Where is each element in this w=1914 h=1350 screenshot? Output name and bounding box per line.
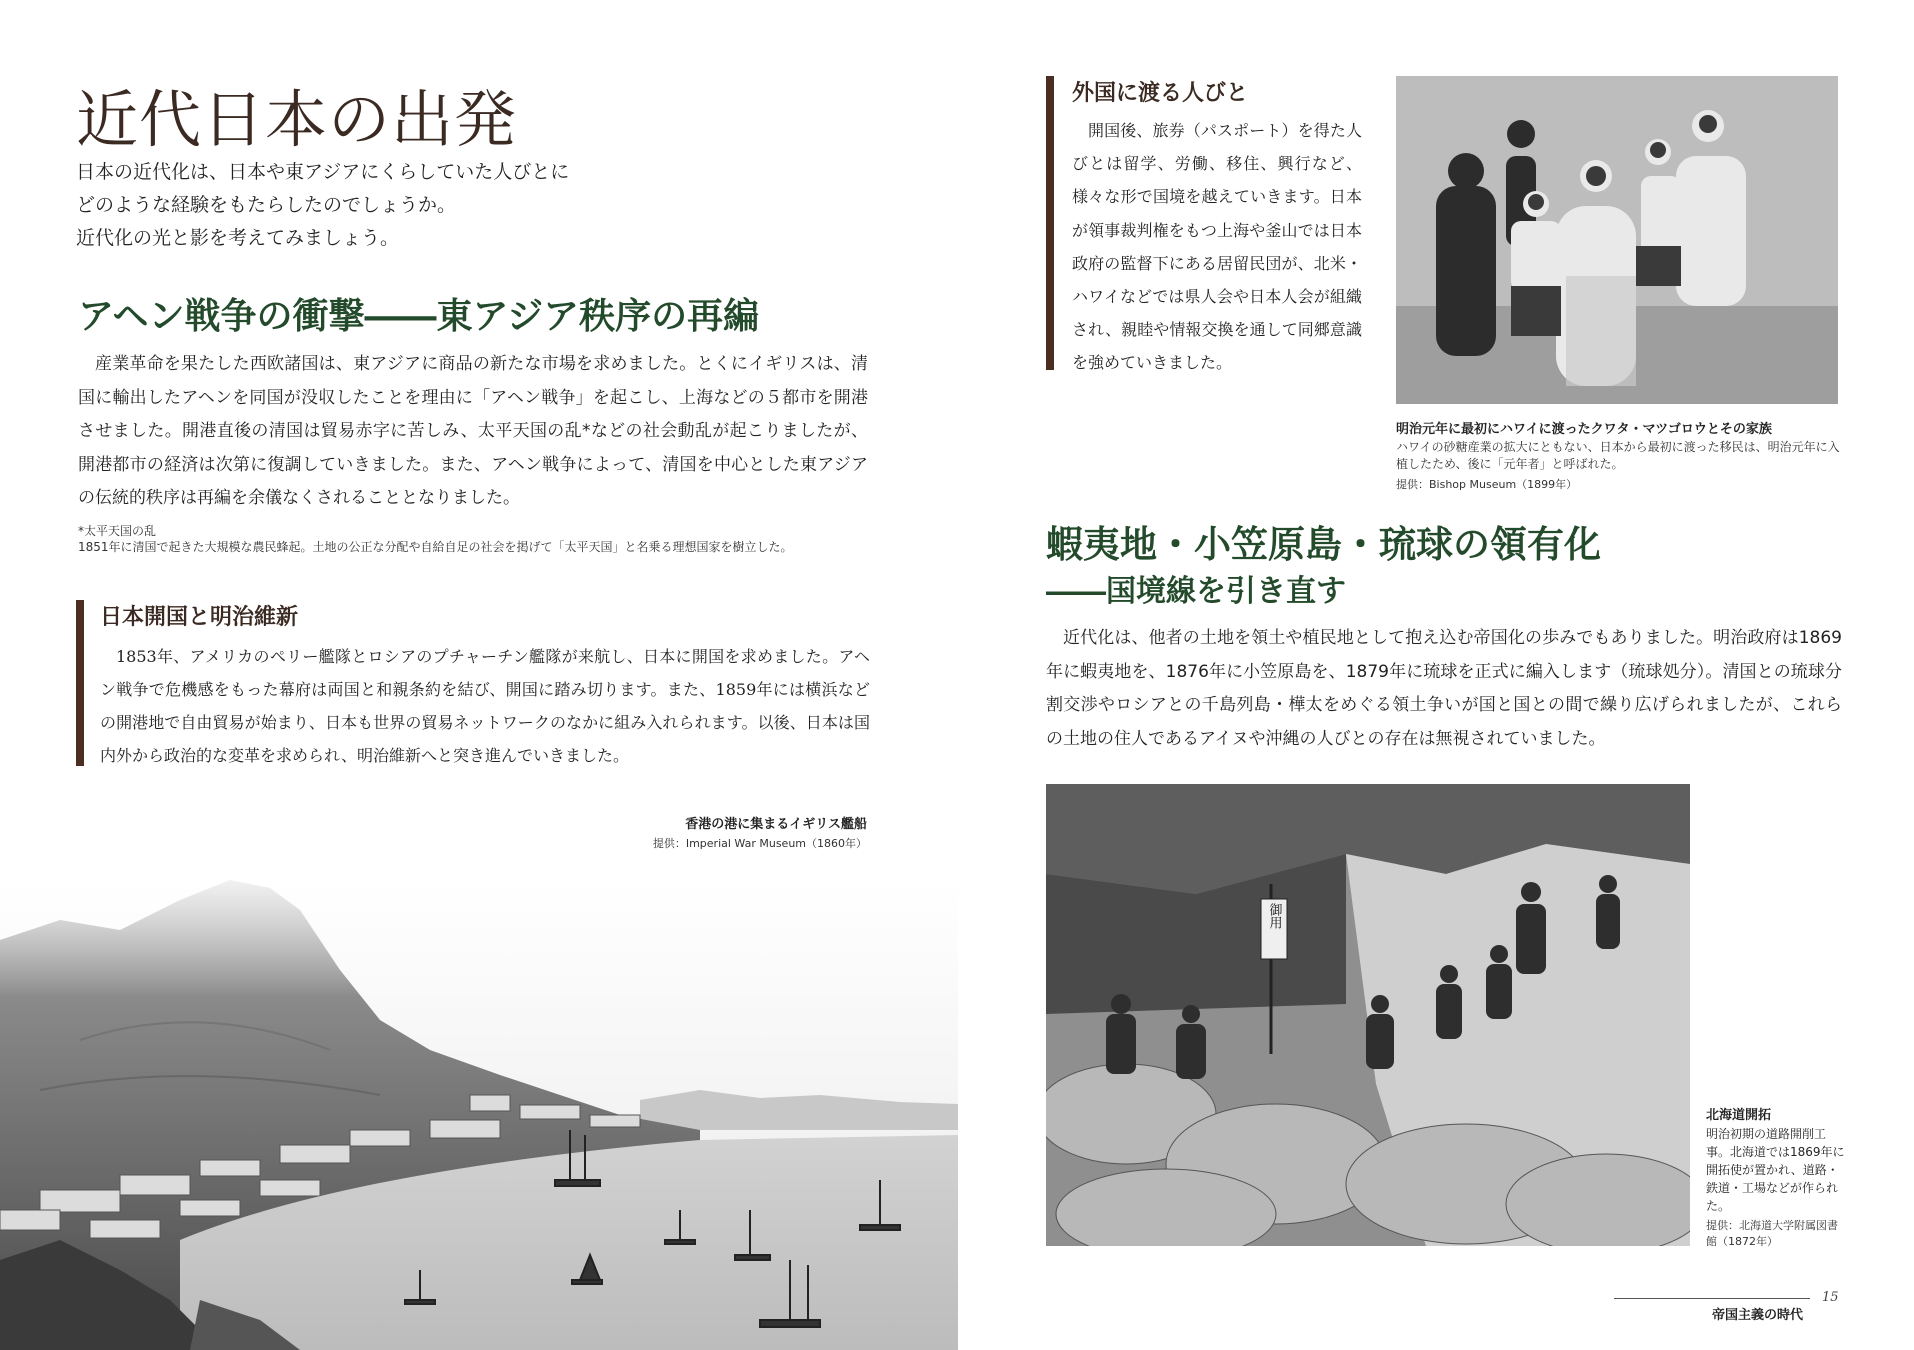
hokkaido-caption-desc: 明治初期の道路開削工事。北海道では1869年に開拓使が置かれ、道路・鉄道・工場などが作られた。 (1706, 1127, 1845, 1213)
annexation-heading: 蝦夷地・小笠原島・琉球の領有化 (1046, 522, 1601, 566)
footnote-title: *太平天国の乱 (78, 524, 157, 538)
intro-line: どのような経験をもたらしたのでしょうか。 (76, 194, 457, 216)
emigrants-heading: 外国に渡る人びと (1072, 81, 1249, 106)
intro-line: 近代化の光と影を考えてみましょう。 (76, 227, 400, 249)
intro-line: 日本の近代化は、日本や東アジアにくらしていた人びとに (76, 161, 570, 183)
opening-restoration-body: 1853年、アメリカのペリー艦隊とロシアのプチャーチン艦隊が来航し、日本に開国を求めました。アヘン戦争で危機感をもった幕府は両国と和親条約を結び、開国に踏み切ります。また、1859年には横浜などの開港地で自由貿易が始まり、日本も世界の貿易ネットワークのなかに組み入れられます。以後、日本は国内外から政治的な変革を求められ、明治維新へと突き進んでいきました。 (100, 647, 870, 765)
opium-war-heading: アヘン戦争の衝撃――東アジア秩序の再編 (78, 295, 760, 337)
opening-restoration-heading: 日本開国と明治維新 (100, 605, 299, 630)
harbor-caption (653, 813, 867, 851)
section-accent-bar (1046, 76, 1054, 370)
annexation-subheading: ――国境線を引き直す (1046, 574, 1346, 609)
annexation-body: 近代化は、他者の土地を領土や植民地として抱え込む帝国化の歩みでもありました。明治政府は1869年に蝦夷地を、1876年に小笠原島を、1879年に琉球を正式に編入します（琉球処分）。清国との琉球分割交渉やロシアとの千島列島・樺太をめぐる領土争いが国と国との間で繰り広げられましたが、これらの土地の住人であるアイヌや沖縄の人びとの存在は無視されていました。 (1046, 628, 1842, 749)
page-title: 近代日本の出発 (76, 83, 518, 156)
hokkaido-caption (1706, 1104, 1846, 1250)
section-accent-bar (76, 600, 84, 766)
footer-chapter-label: 帝国主義の時代 (1712, 1308, 1804, 1323)
harbor-caption-source: 提供：Imperial War Museum（1860年） (652, 837, 867, 850)
emigrants-body: 開国後、旅券（パスポート）を得た人びとは留学、労働、移住、興行など、様々な形で国境を越えていきます。日本が領事裁判権をもつ上海や釜山では日本政府の監督下にある居留民団が、北米・ハワイなどでは県人会や日本人会が組織され、親睦や情報交換を通して同郷意識を強めていきました。 (1072, 121, 1362, 373)
harbor-photo (0, 880, 958, 1350)
family-caption-desc: ハワイの砂糖産業の拡大にともない、日本から最初に渡った移民は、明治元年に入植したため、後に「元年者」と呼ばれた。 (1396, 440, 1840, 471)
opium-war-body: 産業革命を果たした西欧諸国は、東アジアに商品の新たな市場を求めました。とくにイギリスは、清国に輸出したアヘンを同国が没収したことを理由に「アヘン戦争」を起こし、上海などの５都市を開港させました。開港直後の清国は貿易赤字に苦しみ、太平天国の乱*などの社会動乱が起こりましたが、開港都市の経済は次第に復調していきました。また、アヘン戦争によって、清国を中心とした東アジアの伝統的秩序は再編を余儀なくされることとなりました。 (78, 354, 868, 508)
family-photo (1396, 76, 1838, 404)
family-caption (1396, 418, 1842, 492)
hokkaido-photo (1046, 784, 1690, 1246)
flag-text: 御用 (1266, 903, 1282, 929)
hokkaido-caption-title: 北海道開拓 (1706, 1108, 1772, 1123)
intro-text (76, 156, 636, 255)
hokkaido-caption-source: 提供：北海道大学附属図書館（1872年） (1706, 1219, 1838, 1248)
footer-rule (1614, 1298, 1810, 1299)
family-caption-source: 提供：Bishop Museum（1899年） (1396, 478, 1578, 491)
footnote-text: 1851年に清国で起きた大規模な農民蜂起。土地の公正な分配や自給自足の社会を掲げて「太平天国」と名乗る理想国家を樹立した。 (78, 540, 793, 554)
page-number: 15 (1822, 1290, 1839, 1305)
harbor-caption-title: 香港の港に集まるイギリス艦船 (685, 817, 867, 832)
family-caption-title: 明治元年に最初にハワイに渡ったクワタ・マツゴロウとその家族 (1396, 422, 1772, 437)
